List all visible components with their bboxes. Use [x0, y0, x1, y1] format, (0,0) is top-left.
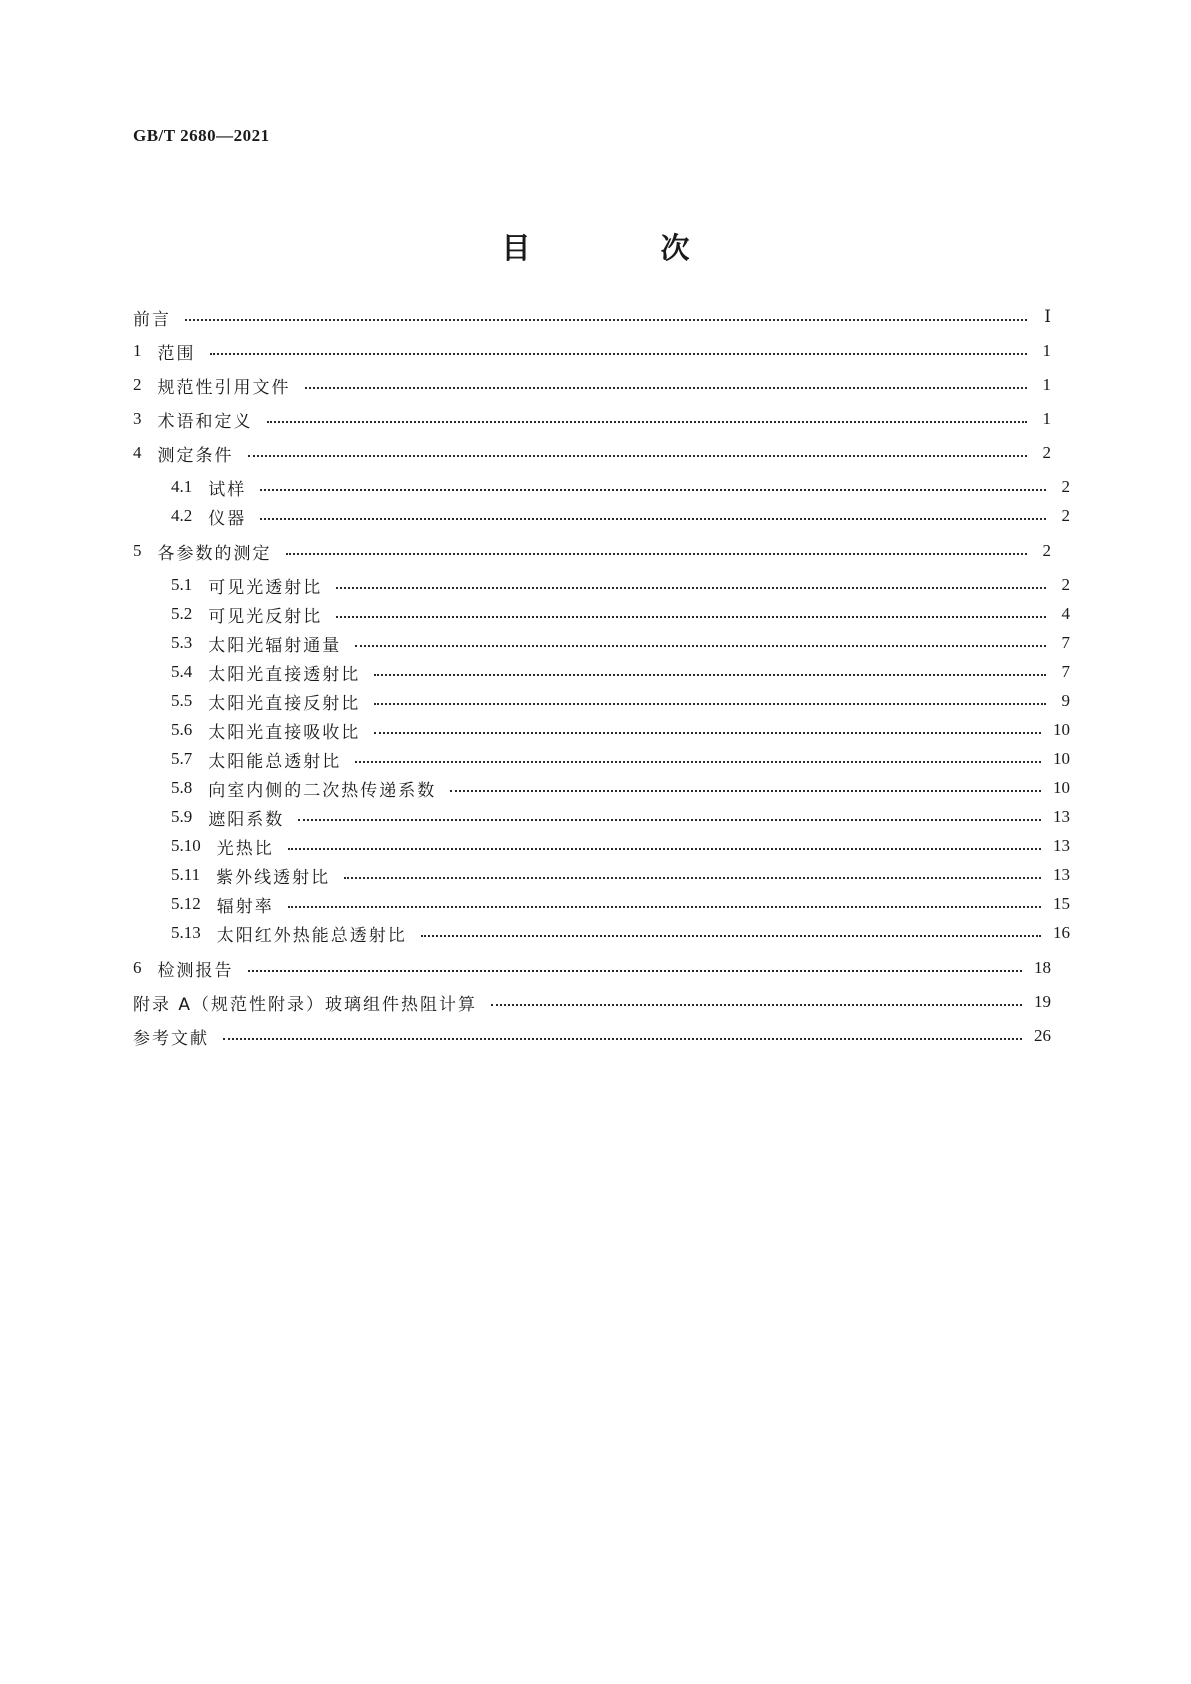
toc-entry-page: 9: [1061, 691, 1070, 710]
toc-entry-page: 2: [1061, 477, 1070, 496]
toc-entry-page: 1: [1042, 375, 1051, 394]
toc-entry-label: 参考文献: [133, 1028, 209, 1049]
toc-entry-number: 5.12: [171, 894, 201, 913]
dot-leader: [344, 877, 1041, 879]
toc-entry-label: 向室内侧的二次热传递系数: [208, 780, 437, 801]
toc-entry-number: 5.1: [171, 575, 193, 594]
toc-entry-number: 4.1: [171, 477, 193, 496]
toc-entry-2[interactable]: [133, 372, 1051, 398]
toc-entry-1[interactable]: [133, 338, 1051, 364]
table-of-contents: [133, 0, 1070, 1684]
toc-entry-5-5[interactable]: [152, 688, 1070, 714]
toc-entry-page: 2: [1061, 575, 1070, 594]
toc-entry-page: 19: [1034, 992, 1051, 1011]
toc-entry-label: 仪器: [208, 508, 247, 529]
dot-leader: [374, 732, 1041, 734]
toc-entry-label: 范围: [157, 343, 196, 364]
dot-leader: [336, 587, 1046, 589]
toc-entry-page: 13: [1053, 807, 1070, 826]
dot-leader: [374, 703, 1046, 705]
toc-entry-page: 15: [1053, 894, 1070, 913]
toc-entry-label: 辐射率: [216, 896, 274, 917]
toc-entry-label: 试样: [208, 479, 247, 500]
toc-entry-label: 太阳光直接透射比: [208, 664, 361, 685]
dot-leader: [288, 906, 1041, 908]
toc-entry-number: 5.3: [171, 633, 193, 652]
toc-entry-number: 6: [133, 958, 142, 977]
dot-leader: [288, 848, 1041, 850]
toc-entry-5[interactable]: [133, 538, 1051, 564]
toc-entry-label: 检测报告: [157, 960, 234, 981]
toc-entry-label: 前言: [133, 309, 171, 330]
toc-entry-page: 1: [1042, 341, 1051, 360]
toc-entry-6[interactable]: [133, 955, 1051, 981]
toc-entry-page: Ⅰ: [1044, 307, 1051, 326]
dot-leader: [355, 761, 1041, 763]
dot-leader: [374, 674, 1046, 676]
toc-entry-label: 太阳红外热能总透射比: [216, 925, 407, 946]
toc-entry-page: 18: [1034, 958, 1051, 977]
toc-entry-number: 4: [133, 443, 142, 462]
toc-entry-5-4[interactable]: [152, 659, 1070, 685]
toc-entry-page: 7: [1061, 633, 1070, 652]
toc-entry-number: 3: [133, 409, 142, 428]
dot-leader: [355, 645, 1046, 647]
toc-entry-page: 10: [1053, 749, 1070, 768]
dot-leader: [305, 387, 1028, 389]
toc-entry-5-1[interactable]: [152, 572, 1070, 598]
toc-entry-5-13[interactable]: [152, 920, 1070, 946]
dot-leader: [298, 819, 1041, 821]
toc-entry-page: 26: [1034, 1026, 1051, 1045]
dot-leader: [336, 616, 1046, 618]
toc-entry-5-6[interactable]: [152, 717, 1070, 743]
toc-entry-number: 5.10: [171, 836, 201, 855]
toc-entry-label: 可见光透射比: [208, 577, 323, 598]
toc-entry-5-10[interactable]: [152, 833, 1070, 859]
toc-entry-number: 5.5: [171, 691, 193, 710]
toc-entry-label: 太阳能总透射比: [208, 751, 342, 772]
page-title: 目 次: [501, 231, 750, 265]
toc-entry-label: 太阳光直接反射比: [208, 693, 361, 714]
toc-entry-5-3[interactable]: [152, 630, 1070, 656]
toc-entry-page: 4: [1061, 604, 1070, 623]
toc-entry-4[interactable]: [133, 440, 1051, 466]
dot-leader: [223, 1038, 1022, 1040]
toc-entry-5-7[interactable]: [152, 746, 1070, 772]
toc-entry-3[interactable]: [133, 406, 1051, 432]
toc-entry-number: 5.8: [171, 778, 193, 797]
toc-entry-page: 2: [1042, 443, 1051, 462]
dot-leader: [185, 319, 1027, 321]
dot-leader: [267, 421, 1028, 423]
toc-entry-label: 太阳光直接吸收比: [208, 722, 361, 743]
toc-entry-number: 2: [133, 375, 142, 394]
toc-entry-page: 16: [1053, 923, 1070, 942]
toc-entry-5-8[interactable]: [152, 775, 1070, 801]
toc-entry-foreword[interactable]: [133, 304, 1051, 330]
toc-entry-number: 1: [133, 341, 142, 360]
dot-leader: [248, 455, 1028, 457]
toc-entry-number: 5.6: [171, 720, 193, 739]
toc-entry-label: 光热比: [216, 838, 274, 859]
toc-entry-page: 10: [1053, 778, 1070, 797]
toc-entry-page: 1: [1042, 409, 1051, 428]
toc-entry-number: 4.2: [171, 506, 193, 525]
toc-entry-number: 5: [133, 541, 142, 560]
dot-leader: [210, 353, 1028, 355]
toc-entry-label: 可见光反射比: [208, 606, 323, 627]
toc-entry-label: 各参数的测定: [157, 543, 272, 564]
toc-entry-number: 5.4: [171, 662, 193, 681]
toc-entry-label: 遮阳系数: [208, 809, 285, 830]
toc-entry-4-1[interactable]: [152, 474, 1070, 500]
toc-entry-label: 紫外线透射比: [216, 867, 331, 888]
toc-entry-page: 7: [1061, 662, 1070, 681]
toc-entry-number: 5.9: [171, 807, 193, 826]
toc-entry-5-12[interactable]: [152, 891, 1070, 917]
dot-leader: [491, 1004, 1022, 1006]
toc-entry-label: 测定条件: [157, 445, 234, 466]
toc-entry-page: 2: [1042, 541, 1051, 560]
dot-leader: [260, 518, 1046, 520]
document-code: GB/T 2680—2021: [133, 126, 270, 145]
toc-entry-page: 2: [1061, 506, 1070, 525]
toc-entry-label: 附录 A（规范性附录）玻璃组件热阻计算: [133, 994, 478, 1015]
dot-leader: [248, 970, 1023, 972]
toc-entry-page: 13: [1053, 836, 1070, 855]
toc-entry-appendix-a[interactable]: [133, 989, 1051, 1015]
toc-entry-5-2[interactable]: [152, 601, 1070, 627]
toc-entry-label: 太阳光辐射通量: [208, 635, 342, 656]
toc-entry-number: 5.11: [171, 865, 201, 884]
toc-entry-label: 术语和定义: [157, 411, 253, 432]
toc-entry-references[interactable]: [133, 1023, 1051, 1049]
dot-leader: [260, 489, 1046, 491]
toc-entry-5-11[interactable]: [152, 862, 1070, 888]
toc-entry-page: 10: [1053, 720, 1070, 739]
toc-entry-number: 5.2: [171, 604, 193, 623]
dot-leader: [421, 935, 1041, 937]
toc-entry-5-9[interactable]: [152, 804, 1070, 830]
toc-entry-4-2[interactable]: [152, 503, 1070, 529]
toc-entry-page: 13: [1053, 865, 1070, 884]
dot-leader: [450, 790, 1041, 792]
toc-entry-label: 规范性引用文件: [157, 377, 291, 398]
toc-entry-number: 5.13: [171, 923, 201, 942]
toc-entry-number: 5.7: [171, 749, 193, 768]
dot-leader: [286, 553, 1028, 555]
